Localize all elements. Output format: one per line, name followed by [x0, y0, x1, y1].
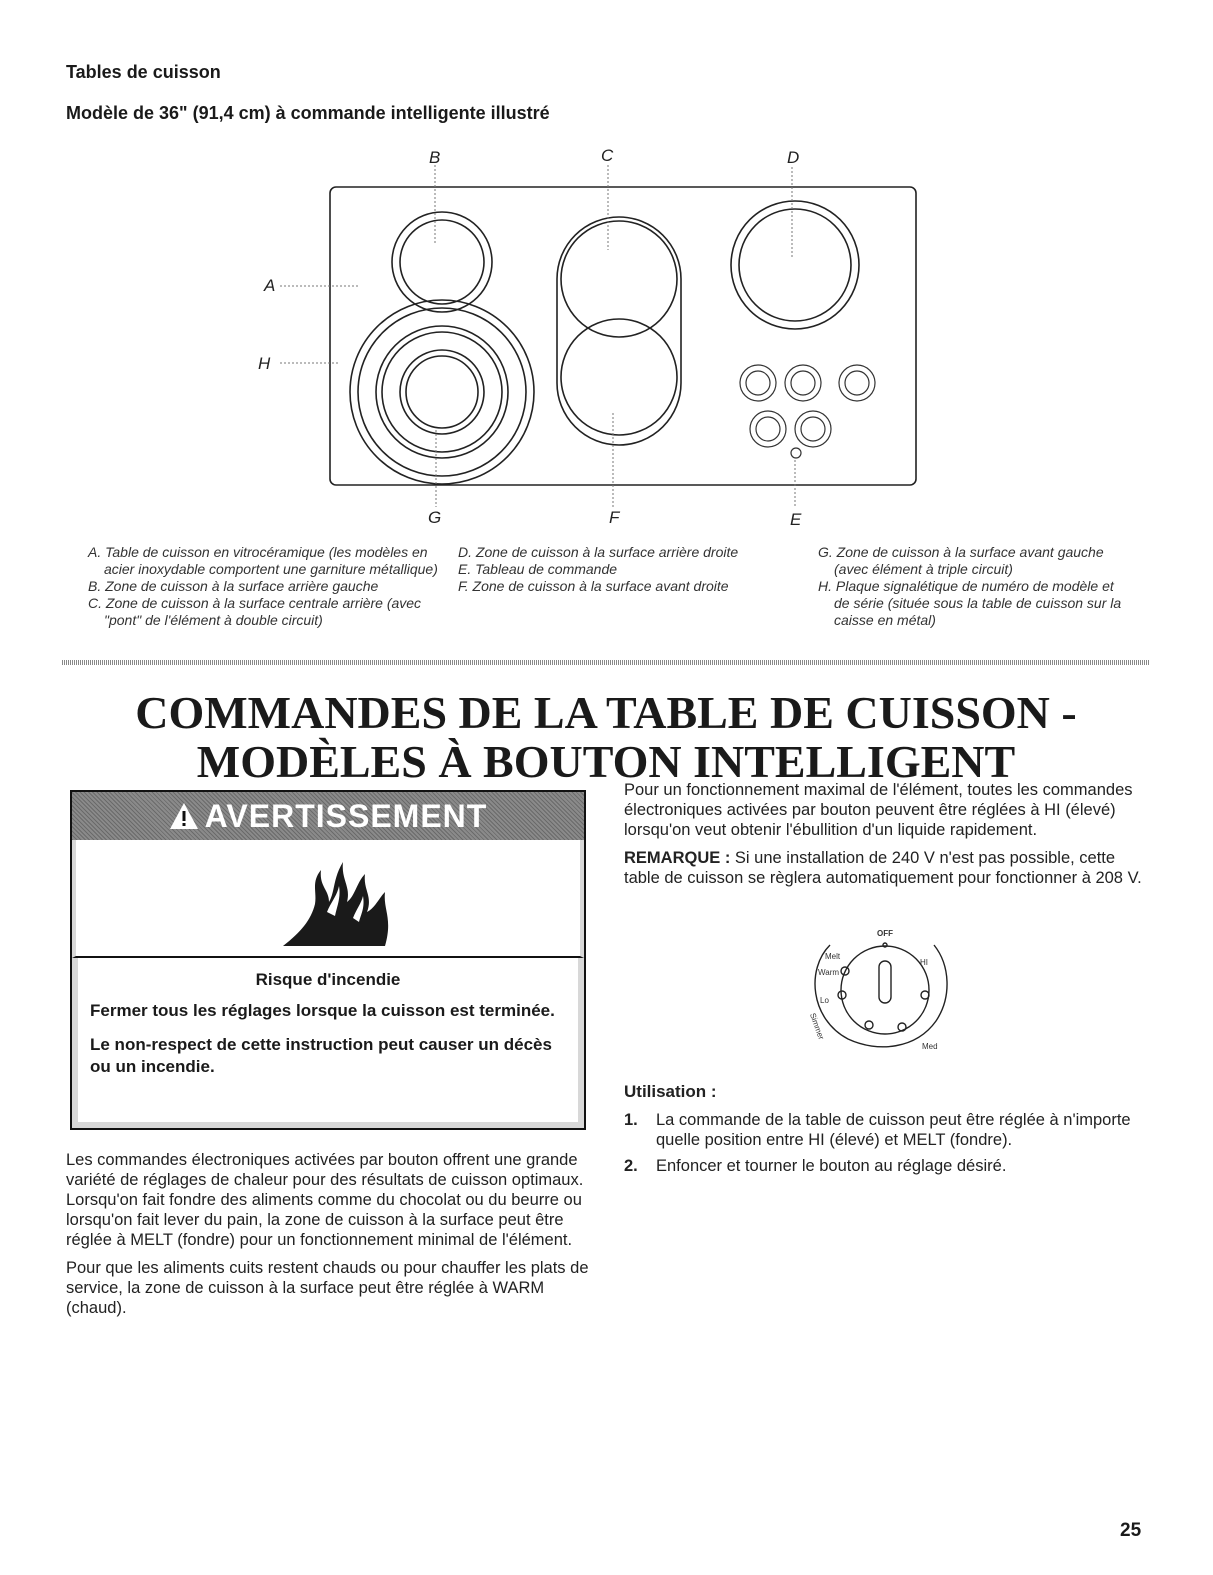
- knob-hi-label: HI: [920, 958, 928, 967]
- label-A: A: [264, 276, 276, 295]
- knob-off-label: OFF: [877, 929, 893, 938]
- label-C: C: [601, 146, 614, 165]
- knob-warm-label: Warm: [818, 968, 840, 977]
- rear-left-zone: [392, 212, 492, 312]
- warning-triangle-icon: [169, 802, 199, 830]
- left-body: [66, 1150, 591, 1326]
- warning-title: AVERTISSEMENT: [204, 797, 488, 834]
- legend-item-h: H. Plaque signalétique de numéro de modèle et de série (située sous la table de cuisson sur la caisse en métal): [818, 578, 1122, 628]
- rear-right-zone: [731, 201, 859, 329]
- legend-col-2: [458, 544, 798, 595]
- fire-icon-area: [72, 840, 584, 958]
- right-paragraph-1: Pour un fonctionnement maximal de l'élément, toutes les commandes électroniques activées par bouton peuvent être réglées à HI (élevé) lorsqu'on veut obtenir l'ébullition d'un liquide rapidement.: [624, 781, 1133, 839]
- page-number: 25: [1120, 1520, 1142, 1541]
- legend-item-f: F. Zone de cuisson à la surface avant droite: [458, 578, 729, 594]
- right-body: [624, 780, 1149, 896]
- legend-item-d: D. Zone de cuisson à la surface arrière droite: [458, 544, 739, 560]
- usage-title: Utilisation :: [624, 1082, 717, 1101]
- label-H: H: [258, 354, 271, 373]
- usage-step: [624, 1156, 1149, 1176]
- left-paragraph-1: Les commandes électroniques activées par bouton offrent une grande variété de réglages de chaleur pour des résultats de cuisson optimaux. Lorsqu'on fait fondre des aliments comme du chocolat ou du beurre ou lorsqu'on fait lever du pain, la zone de cuisson à la surface peut être réglée à MELT (fondre) pour un fonctionnement minimal de l'élément.: [66, 1151, 584, 1249]
- label-B: B: [429, 148, 441, 167]
- front-left-zone: [350, 300, 534, 484]
- control-panel: [740, 365, 875, 458]
- warning-header: [72, 792, 584, 840]
- warning-risk: Risque d'incendie: [255, 970, 401, 989]
- usage-step: [624, 1110, 1149, 1150]
- note-label: REMARQUE :: [624, 849, 731, 867]
- legend-item-c: C. Zone de cuisson à la surface centrale arrière (avec "pont" de l'élément à double circuit): [88, 595, 422, 628]
- section-heading: Tables de cuisson: [66, 62, 221, 82]
- model-heading: Modèle de 36" (91,4 cm) à commande intelligente illustré: [66, 103, 550, 123]
- usage-step-text: Enfoncer et tourner le bouton au réglage désiré.: [656, 1157, 1007, 1175]
- legend-item-a: A. Table de cuisson en vitrocéramique (les modèles en acier inoxydable comportent une garniture métallique): [88, 544, 438, 577]
- section-divider: [62, 660, 1150, 665]
- cooktop-diagram: [250, 145, 950, 535]
- legend-item-g: G. Zone de cuisson à la surface avant gauche (avec élément à triple circuit): [818, 544, 1104, 577]
- warning-instruction: Fermer tous les réglages lorsque la cuisson est terminée.: [90, 1001, 555, 1020]
- knob-melt-label: Melt: [825, 952, 841, 961]
- legend-item-e: E. Tableau de commande: [458, 561, 618, 577]
- legend-item-b: B. Zone de cuisson à la surface arrière gauche: [88, 578, 379, 594]
- warning-text-area: [72, 958, 584, 1128]
- left-paragraph-2: Pour que les aliments cuits restent chauds ou pour chauffer les plats de service, la zone de cuisson à la surface peut être réglée à WARM (chaud).: [66, 1259, 589, 1317]
- fire-icon: [281, 852, 401, 948]
- page-title: COMMANDES DE LA TABLE DE CUISSON - MODÈLES À BOUTON INTELLIGENT: [135, 687, 1077, 787]
- label-D: D: [787, 148, 800, 167]
- label-E: E: [790, 510, 802, 529]
- warning-box: [70, 790, 586, 1130]
- usage-step-text: La commande de la table de cuisson peut être réglée à n'importe quelle position entre HI (élevé) et MELT (fondre).: [656, 1111, 1131, 1149]
- usage-step-number: 1.: [624, 1111, 638, 1129]
- warning-consequence: Le non-respect de cette instruction peut causer un décès ou un incendie.: [90, 1035, 552, 1076]
- note-text: Si une installation de 240 V n'est pas possible, cette table de cuisson se règlera automatiquement pour fonctionner à 208 V.: [624, 849, 1142, 887]
- cooktop-outline: [330, 187, 916, 485]
- knob-lo-label: Lo: [820, 996, 829, 1005]
- legend-col-3: [818, 544, 1128, 629]
- label-G: G: [428, 508, 442, 527]
- control-knob-diagram: [800, 925, 970, 1055]
- usage-step-number: 2.: [624, 1157, 638, 1175]
- center-bridge-zone: [557, 217, 681, 445]
- usage-section: [624, 1082, 1149, 1182]
- knob-simmer-label: Simmer: [807, 1011, 826, 1041]
- note-paragraph: [624, 848, 1149, 888]
- legend-col-1: [88, 544, 443, 629]
- knob-med-label: Med: [922, 1042, 938, 1051]
- label-F: F: [609, 508, 620, 527]
